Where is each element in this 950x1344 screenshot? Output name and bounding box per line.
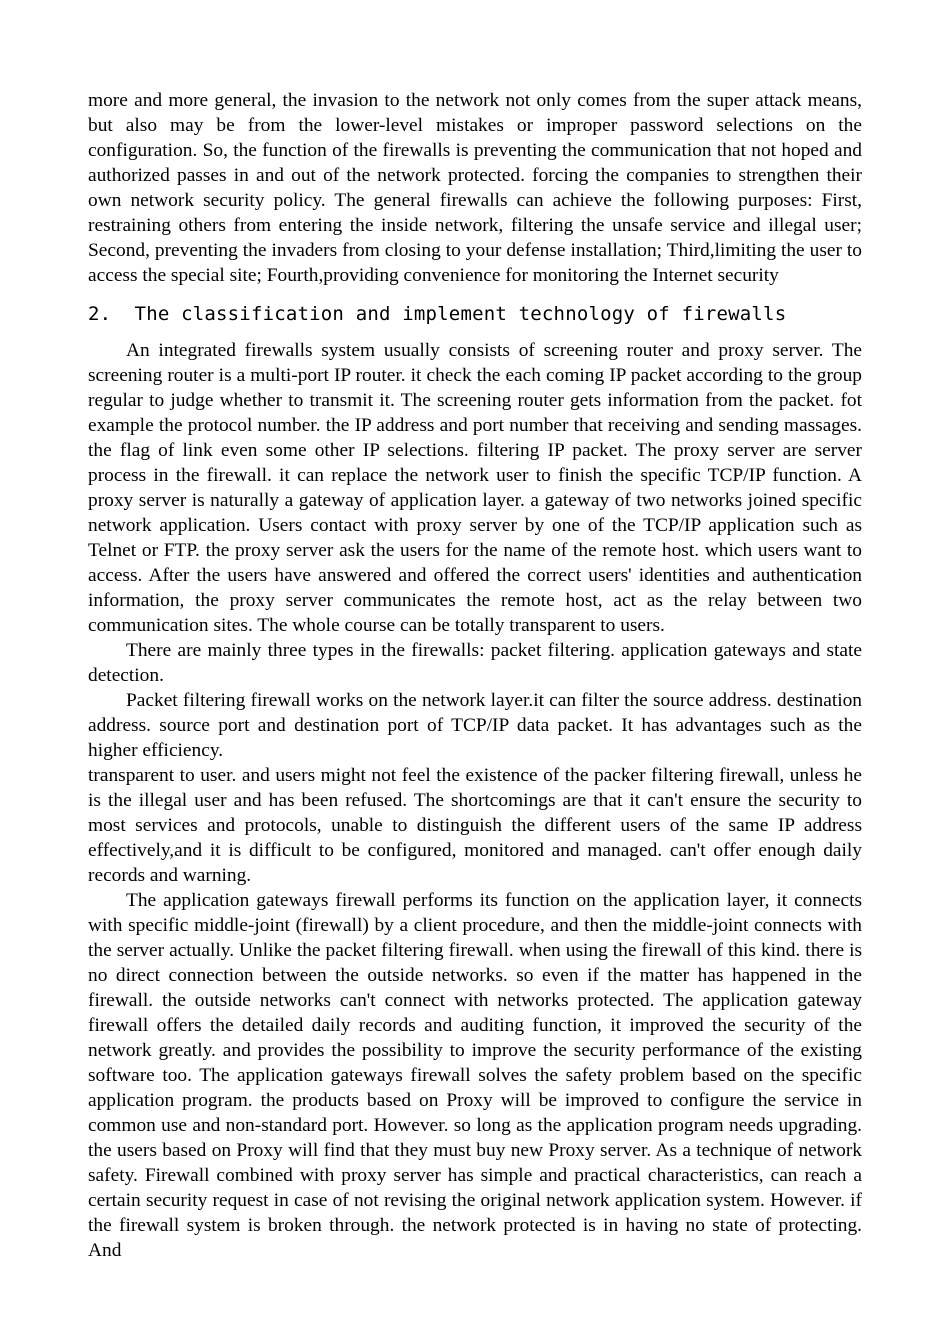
paragraph-intro-continued: more and more general, the invasion to the network not only comes from the super attack means, but also may be from the lower-level mistakes or improper password selections on the configuration. So, the function of the firewalls is preventing the communication that not hoped and authorized passes in and out of the network protected. forcing the companies to strengthen their own network security policy. The general firewalls can achieve the following purposes: First, restraining others from entering the inside network, filtering the unsafe service and illegal user; Second, preventing the invaders from closing to your defense installation; Third,limiting the user to access the special site; Fourth,providing convenience for monitoring the Internet security <box>88 90 862 286</box>
paragraph-packet-filtering: Packet filtering firewall works on the network layer.it can filter the source address. destination address. source port and destination port of TCP/IP data packet. It has advantages such as the higher efficiency. <box>88 690 862 761</box>
paragraph-three-types: There are mainly three types in the firewalls: packet filtering. application gateways and state detection. <box>88 640 862 686</box>
section-heading-classification: 2. The classification and implement technology of firewalls <box>88 303 787 325</box>
document-body <box>88 88 862 1263</box>
paragraph-application-gateways: The application gateways firewall performs its function on the application layer, it connects with specific middle-joint (firewall) by a client procedure, and then the middle-joint connects with the server actually. Unlike the packet filtering firewall. when using the firewall of this kind. there is no direct connection between the outside networks. so even if the matter has happened in the firewall. the outside networks can't connect with networks protected. The application gateway firewall offers the detailed daily records and auditing function, it improved the security of the network greatly. and provides the possibility to improve the security performance of the existing software too. The application gateways firewall solves the safety problem based on the specific application program. the products based on Proxy will be improved to configure the service in common use and non-standard port. However. so long as the application program needs upgrading. the users based on Proxy will find that they must buy new Proxy server. As a technique of network safety. Firewall combined with proxy server has simple and practical characteristics, can reach a certain security request in case of not revising the original network application system. However. if the firewall system is broken through. the network protected is in having no state of protecting. And <box>88 890 862 1261</box>
paragraph-integrated-system: An integrated firewalls system usually consists of screening router and proxy server. The screening router is a multi-port IP router. it check the each coming IP packet according to the group regular to judge whether to transmit it. The screening router gets information from the packet. fot example the protocol number. the IP address and port number that receiving and sending massages. the flag of link even some other IP selections. filtering IP packet. The proxy server are server process in the firewall. it can replace the network user to finish the specific TCP/IP function. A proxy server is naturally a gateway of application layer. a gateway of two networks joined specific network application. Users contact with proxy server by one of the TCP/IP application such as Telnet or FTP. the proxy server ask the users for the name of the remote host. which users want to access. After the users have answered and offered the correct users' identities and authentication information, the proxy server communicates the remote host, act as the relay between two communication sites. The whole course can be totally transparent to users. <box>88 340 862 636</box>
paragraph-transparent-to-user: transparent to user. and users might not feel the existence of the packer filtering firewall, unless he is the illegal user and has been refused. The shortcomings are that it can't ensure the security to most services and protocols, unable to distinguish the different users of the same IP address effectively,and it is difficult to be configured, monitored and managed. can't offer enough daily records and warning. <box>88 765 862 886</box>
